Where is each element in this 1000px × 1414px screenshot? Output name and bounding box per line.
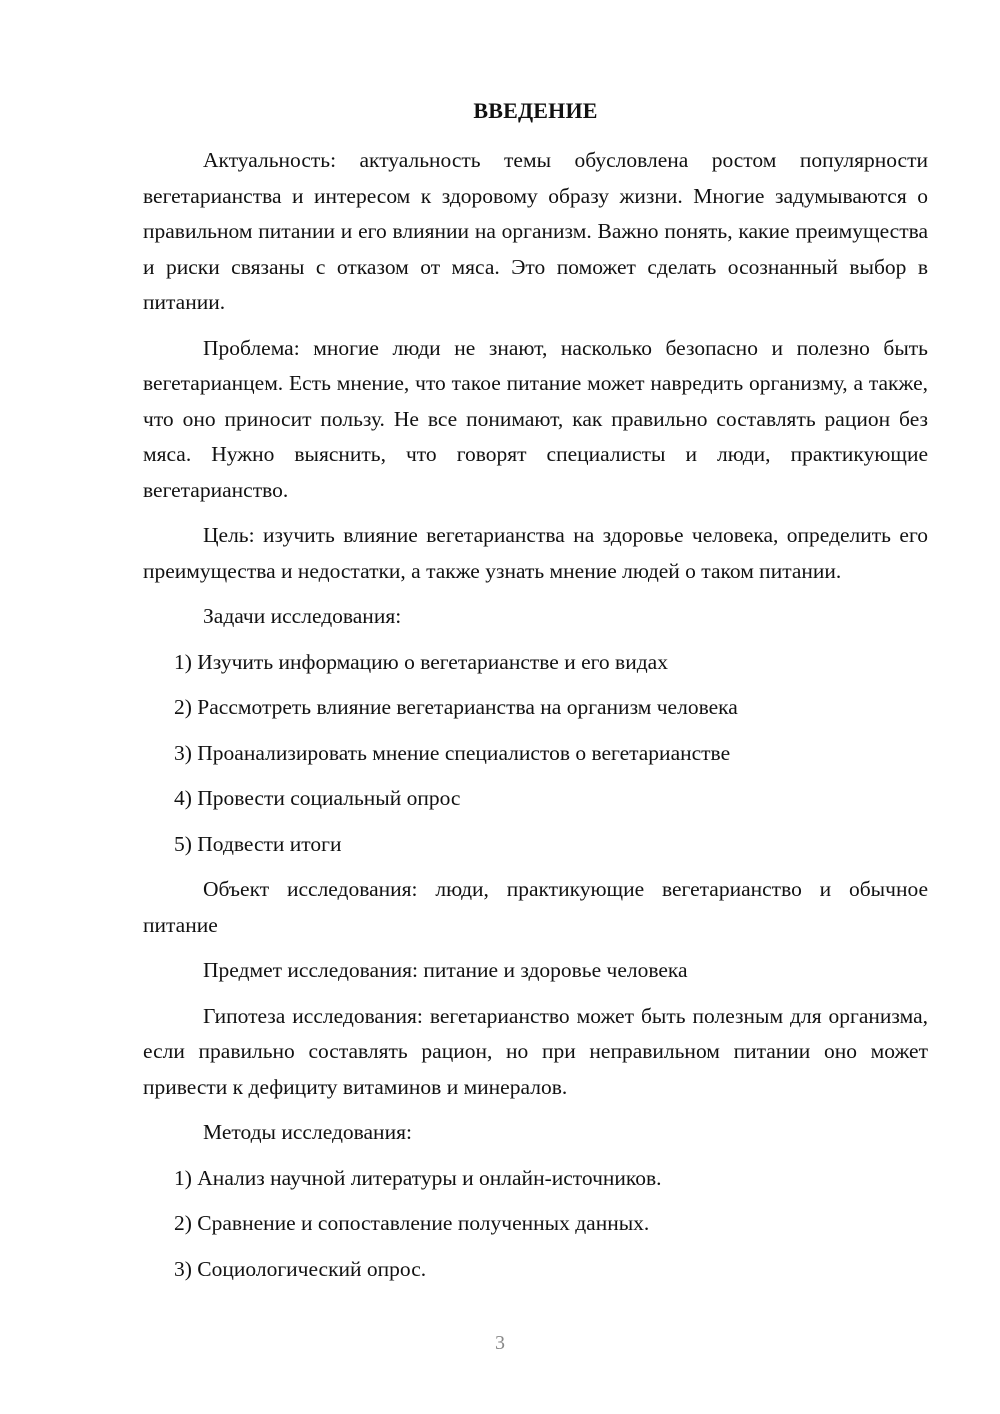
tasks-heading: Задачи исследования: bbox=[203, 604, 402, 628]
list-item: 2) Рассмотреть влияние вегетарианства на организм человека bbox=[174, 695, 738, 719]
goal-paragraph: Цель: изучить влияние вегетарианства на здоровье человека, определить его преимущества и недостатки, а также узнать мнение людей о таком питании. bbox=[143, 523, 928, 583]
document-body bbox=[143, 143, 928, 1297]
list-item: 5) Подвести итоги bbox=[174, 831, 342, 856]
hypothesis-paragraph: Гипотеза исследования: вегетарианство может быть полезным для организма, если правильно составлять рацион, но при неправильном питании оно может привести к дефициту витаминов и минералов. bbox=[143, 1003, 928, 1099]
list-item: 1) Изучить информацию о вегетарианстве и его видах bbox=[174, 649, 668, 674]
object-paragraph: Объект исследования: люди, практикующие вегетарианство и обычное питание bbox=[143, 877, 928, 937]
list-item: 3) Проанализировать мнение специалистов о вегетарианстве bbox=[174, 740, 731, 765]
list-item: 3) Социологический опрос. bbox=[174, 1256, 427, 1281]
methods-list bbox=[143, 1161, 928, 1288]
page-number: 3 bbox=[495, 1332, 505, 1354]
subject-paragraph: Предмет исследования: питание и здоровье человека bbox=[203, 958, 688, 982]
list-item: 1) Анализ научной литературы и онлайн-источников. bbox=[174, 1165, 662, 1190]
page-title: ВВЕДЕНИЕ bbox=[473, 98, 598, 123]
relevance-paragraph: Актуальность: актуальность темы обусловлена ростом популярности вегетарианства и интересом к здоровому образу жизни. Многие задумываются о правильном питании и его влиянии на организм. Важно понять, какие преимущества и риски связаны с отказом от мяса. Это поможет сделать осознанный выбор в питании. bbox=[143, 148, 928, 314]
list-item: 4) Провести социальный опрос bbox=[174, 786, 461, 810]
tasks-list bbox=[143, 645, 928, 863]
problem-paragraph: Проблема: многие люди не знают, насколько безопасно и полезно быть вегетарианцем. Есть мнение, что такое питание может навредить организму, а также, что оно приносит пользу. Не все понимают, как правильно составлять рацион без мяса. Нужно выяснить, что говорят специалисты и люди, практикующие вегетарианство. bbox=[143, 335, 928, 502]
list-item: 2) Сравнение и сопоставление полученных данных. bbox=[174, 1211, 650, 1235]
methods-heading: Методы исследования: bbox=[203, 1120, 412, 1144]
